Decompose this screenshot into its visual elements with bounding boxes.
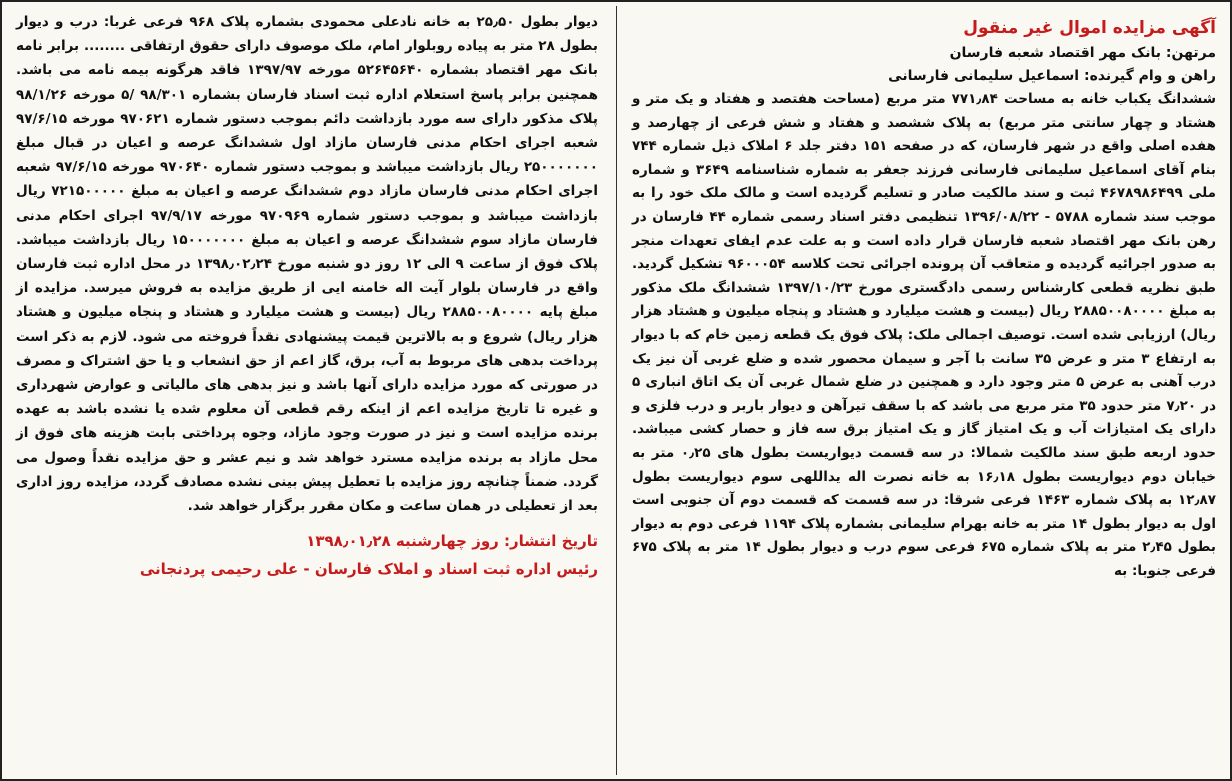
- signature-line: رئیس اداره ثبت اسناد و املاک فارسان - علی رحیمی پردنجانی: [139, 560, 598, 579]
- property-description: ششدانگ یکباب خانه به مساحت ۷۷۱٫۸۴ متر مربع (مساحت هفتصد و هفتاد و یک متر و هشتاد و چهار سانتی متر مربع) به پلاک ششصد و هفتاد و شش فرعی از چهارصد و هفده اصلی واقع در شهر فارسان، که در صفحه ۱۵۱ دفتر جلد ۶ املاک ذیل شماره ۷۴۴ بنام آقای اسماعیل سلیمانی فارسانی فرزند جعفر به شماره شناسنامه ۳۶۴۹ و شماره ملی ۴۶۷۸۹۸۶۴۹۹ ثبت و سند مالکیت صادر و تسلیم گردیده است و مالک ملک خود را به موجب سند شماره ۵۷۸۸ - ۱۳۹۶/۰۸/۲۲ تنظیمی دفتر اسناد رسمی شماره ۴۴ فارسان در رهن بانک مهر اقتصاد شعبه فارسان قرار داده است و به علت عدم ایفای تعهدات منجر به صدور اجرائیه گردیده و متعاقب آن پرونده اجرائی تحت کلاسه ۹۶۰۰۰۵۴ تشکیل گردید. طبق نظریه قطعی کارشناس رسمی دادگستری مورخ ۱۳۹۷/۱۰/۲۳ ششدانگ ملک مذکور به مبلغ ۲۸۸۵۰۰۸۰۰۰۰ ریال (بیست و هشت میلیارد و هشتاد و پنجاه میلیون و هشتاد هزار ریال) ارزیابی شده است. توصیف اجمالی ملک: پلاک فوق یک قطعه زمین خام که با دیوار به ارتفاع ۳ متر و عرض ۳۵ سانت با آجر و سیمان محصور شده و ضلع غربی آن نیز یک درب آهنی به عرض ۵ متر وجود دارد و همچنین در ضلع شمال غربی آن یک اتاق انباری ۵ در ۷٫۲۰ متر حدود ۳۵ متر مربع می باشد که با سقف تیرآهن و دیوار باربر و درب فلزی و دارای یک امتیازات آب و یک امتیاز گاز و یک امتیاز برق سه فاز و حصار کشی میباشد. حدود اربعه طبق سند مالکیت شمالا: در سه قسمت دیواریست بطول های ۰٫۲۵ متر به خیابان دوم دیواریست بطول ۱۶٫۱۸ به خانه نصرت اله یداللهی سوم دیواریست بطول ۱۲٫۸۷ به پلاک شماره ۱۴۶۳ فرعی شرقا: در سه قسمت که قسمت دوم آن جنوبی است اول به دیوار بطول ۱۴ متر به خانه بهرام سلیمانی بشماره پلاک ۱۱۹۴ فرعی دوم به دیوار بطول ۲٫۴۵ متر به پلاک شماره ۶۷۵ فرعی سوم درب و دیوار بطول ۱۴ متر به پلاک ۶۷۵ فرعی جنوبا: به: [632, 91, 1217, 579]
- notice-right-column: [624, 8, 1222, 773]
- mortgagee-line: مرتهن: بانک مهر اقتصاد شعبه فارسان: [949, 45, 1216, 61]
- auction-terms: دیوار بطول ۲۵٫۵۰ به خانه نادعلی محمودی بشماره پلاک ۹۶۸ فرعی غربا: درب و دیوار بطول ۲۸ متر به پیاده روبلوار امام، ملک موصوف دارای حقوق ارتفاقی ........ برابر نامه بانک مهر اقتصاد بشماره ۵۲۶۴۵۶۴۰ مورخه ۱۳۹۷/۹۷ فاقد هرگونه بیمه نامه می باشد. همچنین برابر پاسخ استعلام اداره ثبت اسناد فارسان بشماره ۹۸/۳۰۱ /۵ مورخه ۹۸/۱/۲۶ پلاک مذکور دارای سه مورد بازداشت دائم بموجب دستور شماره ۹۷۰۶۲۱ مورخه ۹۷/۶/۱۵ شعبه اجرای احکام مدنی فارسان مازاد اول ششدانگ عرصه و اعیان در قبال مبلغ ۲۵۰۰۰۰۰۰۰ ریال بازداشت میباشد و بموجب دستور شماره ۹۷۰۶۴۰ مورخه ۹۷/۶/۱۵ شعبه اجرای احکام مدنی فارسان مازاد دوم ششدانگ عرصه و اعیان به مبلغ ۷۲۱۵۰۰۰۰۰ ریال بازداشت میباشد و بموجب دستور شماره ۹۷۰۹۶۹ مورخه ۹۷/۹/۱۷ اجرای احکام مدنی فارسان مازاد سوم ششدانگ عرصه و اعیان به مبلغ ۱۵۰۰۰۰۰۰۰ ریال بازداشت میباشد. پلاک فوق از ساعت ۹ الی ۱۲ روز دو شنبه مورخ ۱۳۹۸٫۰۲٫۲۴ در محل اداره ثبت فارسان واقع در فارسان بلوار آیت اله خامنه ایی از طریق مزایده به فروش میرسد. مزایده از مبلغ پایه ۲۸۸۵۰۰۸۰۰۰۰ ریال (بیست و هشت میلیارد و هشتاد و پنجاه میلیون و هشتاد هزار ریال) شروع و به بالاترین قیمت پیشنهادی نقداً فروخته می شود. لازم به ذکر است پرداخت بدهی های مربوط به آب، برق، گاز اعم از حق انشعاب و یا حق اشتراک و مصرف در صورتی که مورد مزایده دارای آنها باشد و نیز بدهی های مالیاتی و عوارض شهرداری و غیره تا تاریخ مزایده اعم از اینکه رقم قطعی آن معلوم شده یا نشده باشد به عهده برنده مزایده است و نیز در صورت وجود مازاد، وجوه پرداختی بابت هزینه های فوق از محل مازاد به برنده مزایده مسترد خواهد شد و نیم عشر و حق مزایده نقداً وصول می گردد. ضمناً چنانچه روز مزایده با تعطیل پیش بینی نشده مصادف گردد، مزایده روز اداری بعد از تعطیلی در همان ساعت و مکان مقرر برگزار خواهد شد.: [16, 14, 599, 515]
- mortgagor-line: راهن و وام گیرنده: اسماعیل سلیمانی فارسانی: [888, 68, 1216, 84]
- column-divider: [616, 6, 617, 775]
- publish-date: تاریخ انتشار: روز چهارشنبه ۱۳۹۸٫۰۱٫۲۸: [306, 532, 598, 551]
- notice-title: آگهی مزایده اموال غیر منقول: [963, 18, 1216, 38]
- notice-left-column: [10, 8, 606, 773]
